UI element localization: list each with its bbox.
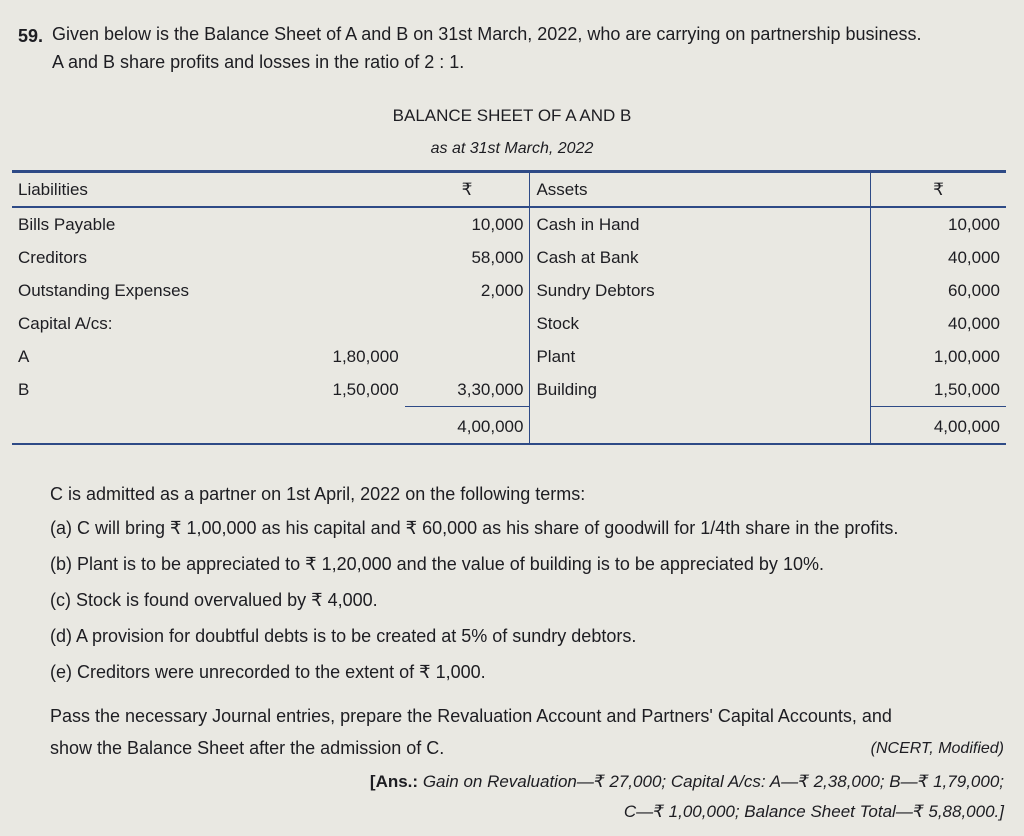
liability-amount: 58,000 [405,241,530,274]
answer-line-1 [370,772,1004,792]
total-assets: 4,00,000 [870,407,1006,445]
term-a: (a) C will bring ₹ 1,00,000 as his capital and ₹ 60,000 as his share of goodwill for 1/4th share in the profits. [50,518,899,538]
header-rupee-liabilities: ₹ [405,172,530,208]
table-row [12,307,1006,340]
answer-text-1: Gain on Revaluation—₹ 27,000; Capital A/cs: A—₹ 2,38,000; B—₹ 1,79,000; [422,772,1004,791]
liability-sub-amount [229,207,405,241]
header-assets: Assets [530,172,871,208]
table-row [12,207,1006,241]
liability-label: Bills Payable [18,214,116,234]
term-b: (b) Plant is to be appreciated to ₹ 1,20,000 and the value of building is to be appreciated by 10%. [50,554,824,574]
term-e: (e) Creditors were unrecorded to the extent of ₹ 1,000. [50,662,486,682]
balance-sheet-subtitle: as at 31st March, 2022 [430,140,594,157]
asset-label: Sundry Debtors [536,280,655,300]
asset-label: Plant [536,346,576,366]
liability-label: A [18,346,30,366]
asset-amount: 1,00,000 [870,340,1006,373]
term-c: (c) Stock is found overvalued by ₹ 4,000. [50,590,378,610]
liability-label: B [18,379,30,399]
header-blank [229,172,405,208]
table-row [12,241,1006,274]
asset-amount: 60,000 [870,274,1006,307]
question-line-2: A and B share profits and losses in the ratio of 2 : 1. [52,52,465,72]
answer-label: [Ans.: [369,772,419,791]
liability-sub-amount [229,274,405,307]
liability-sub-amount: 1,50,000 [332,379,399,399]
liability-amount [405,340,530,373]
liability-amount: 10,000 [405,207,530,241]
term-d: (d) A provision for doubtful debts is to be created at 5% of sundry debtors. [50,626,637,646]
liability-label: Capital A/cs: [18,313,113,333]
asset-label: Stock [536,313,579,333]
asset-label: Cash in Hand [536,214,640,234]
liability-amount [405,307,530,340]
header-rupee-assets: ₹ [870,172,1006,208]
table-header-row [12,172,1006,208]
total-row [12,407,1006,445]
asset-amount: 1,50,000 [870,373,1006,407]
asset-amount: 40,000 [870,241,1006,274]
table-row [12,340,1006,373]
total-liabilities: 4,00,000 [405,407,530,445]
terms-intro: C is admitted as a partner on 1st April, 2022 on the following terms: [50,484,586,504]
liability-sub-amount [229,307,405,340]
asset-label: Building [536,379,597,399]
header-liabilities: Liabilities [12,172,229,208]
source-note: (NCERT, Modified) [870,740,1004,757]
liability-sub-amount [229,241,405,274]
table-row [12,373,1006,407]
answer-line-2: C—₹ 1,00,000; Balance Sheet Total—₹ 5,88,000.] [623,802,1004,821]
asset-amount: 10,000 [870,207,1006,241]
balance-sheet-table [12,170,1006,445]
instruction-line-1: Pass the necessary Journal entries, prepare the Revaluation Account and Partners' Capital Accounts, and [50,706,892,726]
liability-label: Outstanding Expenses [18,280,190,300]
liability-amount: 2,000 [405,274,530,307]
liability-sub-amount: 1,80,000 [332,346,399,366]
asset-amount: 40,000 [870,307,1006,340]
liability-label: Creditors [18,247,87,267]
instruction-line-2: show the Balance Sheet after the admission of C. [50,738,445,758]
balance-sheet-title: BALANCE SHEET OF A AND B [392,106,632,125]
asset-label: Cash at Bank [536,247,639,267]
liability-amount: 3,30,000 [405,373,530,407]
table-row [12,274,1006,307]
question-number: 59. [18,26,44,46]
question-line-1: Given below is the Balance Sheet of A and B on 31st March, 2022, who are carrying on partnership business. [52,24,922,44]
